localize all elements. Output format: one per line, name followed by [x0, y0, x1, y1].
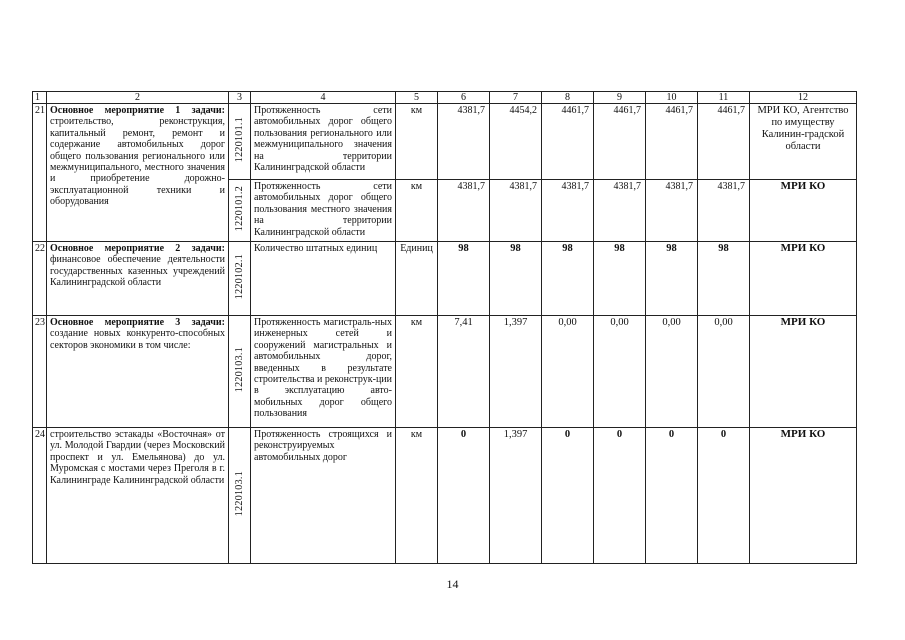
activity-text: строительство, реконструкция, капитальный ремонт, ремонт и содержание автомобильных дорог общего пользования регионального или межмуниципального, местного значения и приобретение дорожно-эксплуатационной техники и оборудования — [50, 116, 225, 208]
activity-description — [47, 316, 229, 428]
col-header: 1 — [33, 92, 47, 104]
indicator-code: 1220101.1 — [229, 104, 251, 180]
col-header: 9 — [594, 92, 646, 104]
responsible-org: МРИ КО — [750, 316, 857, 428]
col-header: 8 — [542, 92, 594, 104]
value-cell: 1,397 — [490, 316, 542, 428]
col-header: 5 — [396, 92, 438, 104]
value-cell: 0 — [438, 428, 490, 564]
col-header: 10 — [646, 92, 698, 104]
value-cell: 0 — [542, 428, 594, 564]
indicator-name: Протяженность сети автомобильных дорог общего пользования местного значения на территории Калининградской области — [251, 180, 396, 242]
col-header: 2 — [47, 92, 229, 104]
col-header: 7 — [490, 92, 542, 104]
activity-description — [47, 104, 229, 242]
value-cell: 0,00 — [542, 316, 594, 428]
header-row — [33, 92, 857, 104]
col-header: 12 — [750, 92, 857, 104]
indicator-name: Количество штатных единиц — [251, 242, 396, 316]
value-cell: 4461,7 — [594, 104, 646, 180]
activity-title: Основное мероприятие 3 задачи: — [50, 317, 225, 328]
table-row — [33, 316, 857, 428]
row-number: 23 — [33, 316, 47, 428]
indicator-name: Протяженность строящихся и реконструируемых автомобильных дорог — [251, 428, 396, 564]
value-cell: 0,00 — [698, 316, 750, 428]
value-cell: 7,41 — [438, 316, 490, 428]
responsible-org: МРИ КО — [750, 180, 857, 242]
row-number: 21 — [33, 104, 47, 242]
value-cell: 4461,7 — [542, 104, 594, 180]
activity-text: создание новых конкуренто-способных секторов экономики в том числе: — [50, 328, 225, 351]
row-number: 22 — [33, 242, 47, 316]
table-row — [33, 242, 857, 316]
value-cell: 4454,2 — [490, 104, 542, 180]
value-cell: 98 — [490, 242, 542, 316]
responsible-org: МРИ КО — [750, 428, 857, 564]
activity-description — [47, 242, 229, 316]
value-cell: 0,00 — [646, 316, 698, 428]
value-cell: 0 — [646, 428, 698, 564]
value-cell: 4461,7 — [698, 104, 750, 180]
value-cell: 4381,7 — [594, 180, 646, 242]
col-header: 6 — [438, 92, 490, 104]
value-cell: 4381,7 — [646, 180, 698, 242]
indicator-name: Протяженность сети автомобильных дорог общего пользования регионального или межмуниципального значения на территории Калининградской области — [251, 104, 396, 180]
col-header: 3 — [229, 92, 251, 104]
activity-description: строительство эстакады «Восточная» от ул. Молодой Гвардии (через Московский проспект и ул. Емельянова) до ул. Муромская с мостами через Преголя в г. Калининграде Калининградской области — [47, 428, 229, 564]
responsible-org: МРИ КО, Агентство по имуществу Калинин-градской области — [750, 104, 857, 180]
value-cell: 98 — [438, 242, 490, 316]
activity-title: Основное мероприятие 1 задачи: — [50, 105, 225, 116]
indicator-code: 1220103.1 — [229, 316, 251, 428]
col-header: 4 — [251, 92, 396, 104]
value-cell: 0 — [698, 428, 750, 564]
value-cell: 98 — [594, 242, 646, 316]
activity-text: финансовое обеспечение деятельности государственных казенных учреждений Калининградской области — [50, 254, 225, 289]
unit: км — [396, 104, 438, 180]
value-cell: 1,397 — [490, 428, 542, 564]
indicator-code: 1220101.2 — [229, 180, 251, 242]
row-number: 24 — [33, 428, 47, 564]
col-header: 11 — [698, 92, 750, 104]
page-number: 14 — [446, 577, 459, 591]
indicator-code: 1220102.1 — [229, 242, 251, 316]
indicator-name: Протяженность магистраль-ных инженерных сетей и сооружений магистральных и автомобильных дорог, введенных в результате строительства и реконструк-ции в эксплуатацию авто-мобильных дорог общего пользования — [251, 316, 396, 428]
value-cell: 98 — [698, 242, 750, 316]
value-cell: 0,00 — [594, 316, 646, 428]
activity-title: Основное мероприятие 2 задачи: — [50, 243, 225, 254]
unit: км — [396, 180, 438, 242]
indicators-table — [32, 91, 857, 564]
value-cell: 4381,7 — [438, 104, 490, 180]
value-cell: 0 — [594, 428, 646, 564]
value-cell: 4381,7 — [490, 180, 542, 242]
responsible-org: МРИ КО — [750, 242, 857, 316]
table-row — [33, 104, 857, 180]
unit: Единиц — [396, 242, 438, 316]
value-cell: 4381,7 — [438, 180, 490, 242]
unit: км — [396, 316, 438, 428]
indicator-code: 1220103.1 — [229, 428, 251, 564]
table-row — [33, 428, 857, 564]
value-cell: 98 — [646, 242, 698, 316]
value-cell: 4381,7 — [698, 180, 750, 242]
value-cell: 4461,7 — [646, 104, 698, 180]
value-cell: 98 — [542, 242, 594, 316]
unit: км — [396, 428, 438, 564]
value-cell: 4381,7 — [542, 180, 594, 242]
